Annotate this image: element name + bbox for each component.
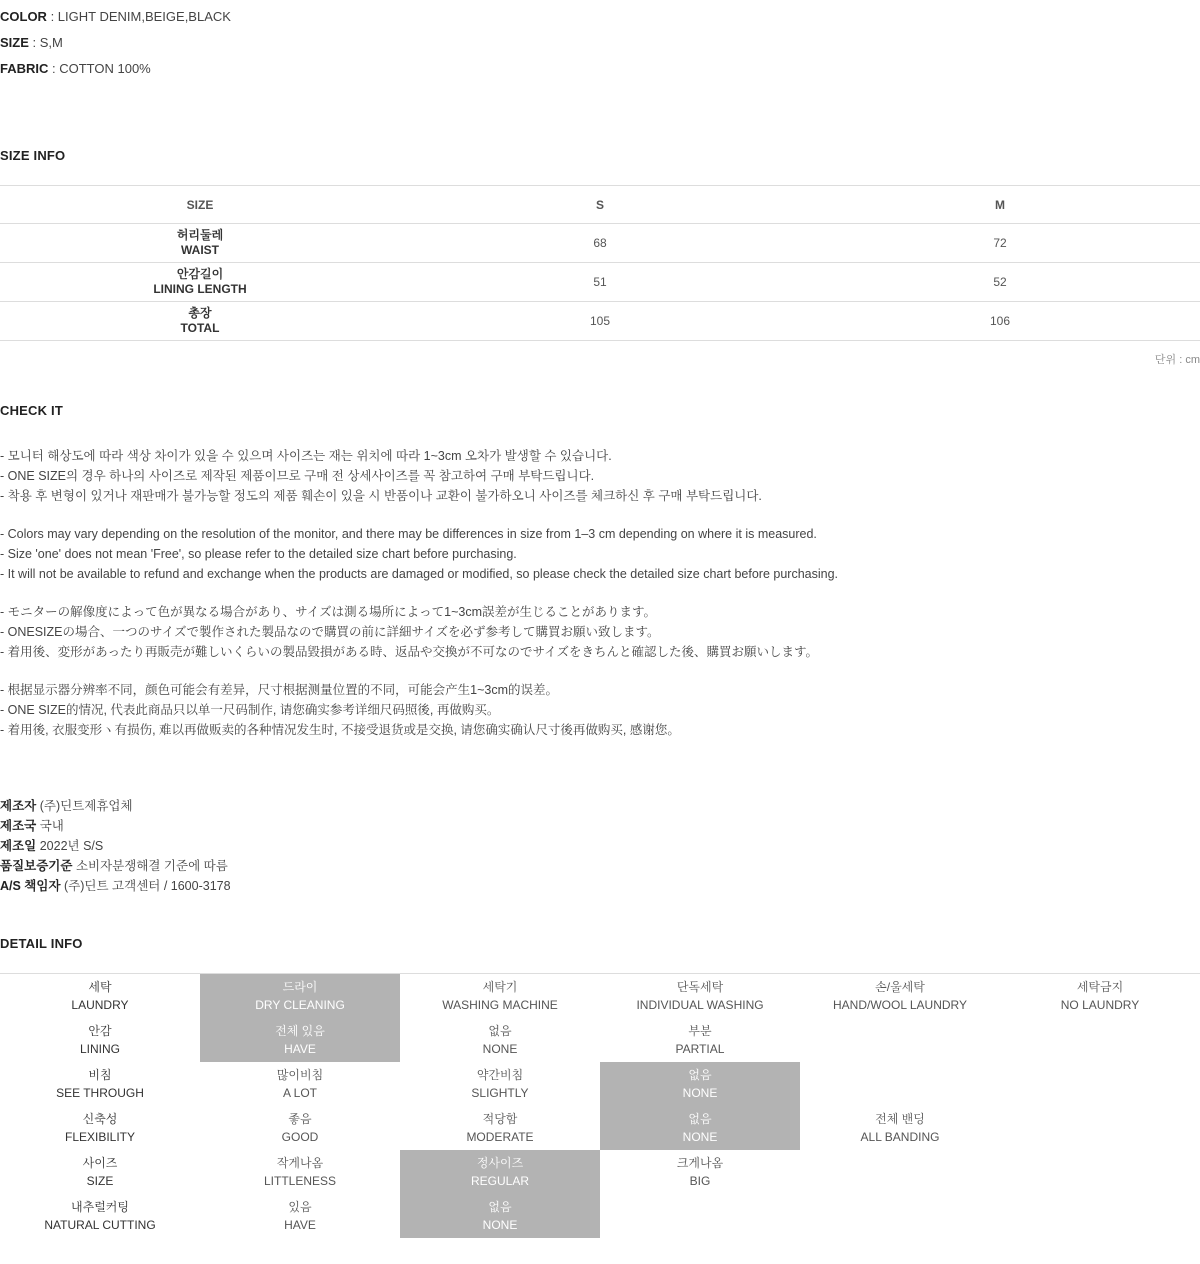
- detail-row-label: [0, 1062, 200, 1106]
- detail-option-hand-wool-laundry: [800, 974, 1000, 1018]
- note-group-ko: [0, 446, 1200, 506]
- detail-option-none: [600, 1062, 800, 1106]
- note-line: - 着用後、変形があったり再販売が難しいくらいの製品毀損がある時、返品や交換が不可なのでサイズをきちんと確認した後、購買お願いします。: [0, 645, 819, 659]
- spec-sep: :: [46, 9, 58, 24]
- size-info-table: [0, 185, 1200, 341]
- detail-option-big: [600, 1150, 800, 1194]
- detail-option-kr: 단독세탁: [676, 980, 724, 994]
- detail-row-natural-cutting: [0, 1194, 1200, 1238]
- detail-option-dry-cleaning: [200, 974, 400, 1018]
- check-it-notes: [0, 446, 1200, 740]
- detail-option-kr: 전체 있음: [275, 1024, 325, 1038]
- product-spec-list: [0, 0, 1200, 82]
- row-label-lining-length: [0, 263, 400, 302]
- note-group-ja: [0, 602, 1200, 662]
- detail-option-en: HAND/WOOL LAUNDRY: [832, 998, 968, 1012]
- cell-total-m: 106: [800, 302, 1200, 341]
- maker-key: 제조국: [0, 819, 37, 833]
- row-label-total: [0, 302, 400, 341]
- cell-waist-m: 72: [800, 224, 1200, 263]
- spec-value: S,M: [39, 35, 63, 50]
- table-row: [0, 224, 1200, 263]
- row-label-kr: 총장: [188, 306, 212, 320]
- detail-option-en: A LOT: [282, 1086, 317, 1100]
- detail-option-kr: 없음: [488, 1024, 512, 1038]
- detail-option-kr: 없음: [688, 1112, 712, 1126]
- detail-option-individual-washing: [600, 974, 800, 1018]
- row-label-waist: [0, 224, 400, 263]
- detail-option-en: NONE: [482, 1042, 518, 1056]
- detail-option-en: DRY CLEANING: [255, 998, 345, 1012]
- cell-lining-length-m: 52: [800, 263, 1200, 302]
- detail-label-en: NATURAL CUTTING: [44, 1218, 156, 1232]
- detail-option-partial: [600, 1018, 800, 1062]
- detail-label-en: SIZE: [86, 1174, 114, 1188]
- note-line: - ONE SIZE的情况, 代表此商品只以单一尺码制作, 请您确实参考详细尺码照後, 再做购买。: [0, 703, 500, 717]
- detail-row-size: [0, 1150, 1200, 1194]
- note-line: - 根据显示器分辨率不同，颜色可能会有差异，尺寸根据测量位置的不同，可能会产生1~3cm的误差。: [0, 683, 559, 697]
- detail-option-en: HAVE: [284, 1218, 316, 1232]
- detail-option-kr: 드라이: [282, 980, 318, 994]
- detail-info-grid: [0, 973, 1200, 1238]
- detail-option-have: [200, 1018, 400, 1062]
- detail-option-en: LITTLENESS: [263, 1174, 337, 1188]
- detail-option-kr: 좋음: [288, 1112, 312, 1126]
- detail-option-en: REGULAR: [470, 1174, 529, 1188]
- table-header-s: S: [400, 186, 800, 224]
- row-label-kr: 안감길이: [176, 267, 224, 281]
- spec-key: COLOR: [0, 9, 47, 24]
- detail-option-good: [200, 1106, 400, 1150]
- spec-key: FABRIC: [0, 61, 49, 76]
- row-label-en: LINING LENGTH: [153, 282, 247, 296]
- cell-lining-length-s: 51: [400, 263, 800, 302]
- detail-row-label: [0, 1018, 200, 1062]
- maker-key: 제조일: [0, 839, 37, 853]
- detail-option-a-lot: [200, 1062, 400, 1106]
- note-line: - Size 'one' does not mean 'Free', so please refer to the detailed size chart before purchasing.: [0, 547, 517, 561]
- detail-option-en: INDIVIDUAL WASHING: [636, 998, 764, 1012]
- table-header-m: M: [800, 186, 1200, 224]
- size-unit-note: 단위 : cm: [1154, 354, 1200, 366]
- spec-row: [0, 30, 1200, 56]
- detail-label-kr: 안감: [88, 1024, 112, 1038]
- note-line: - Colors may vary depending on the resolution of the monitor, and there may be differences in size from 1–3 cm depending on where it is measured.: [0, 527, 817, 541]
- note-line: - It will not be available to refund and exchange when the products are damaged or modified, so please check the detailed size chart before purchasing.: [0, 567, 839, 581]
- detail-option-none: [400, 1194, 600, 1238]
- spec-sep: :: [48, 61, 60, 76]
- note-group-zh: [0, 680, 1200, 740]
- detail-option-kr: 있음: [288, 1200, 312, 1214]
- note-line: - 着用後, 衣服变形ヽ有损伤, 难以再做贩卖的各种情况发生时, 不接受退货或是交换, 请您确实确认尺寸後再做购买, 感谢您。: [0, 723, 680, 737]
- detail-option-kr: 없음: [688, 1068, 712, 1082]
- detail-option-kr: 전체 밴딩: [875, 1112, 925, 1126]
- table-row: [0, 302, 1200, 341]
- detail-option-moderate: [400, 1106, 600, 1150]
- maker-row: [0, 796, 1200, 816]
- detail-option-kr: 적당함: [482, 1112, 518, 1126]
- detail-option-none: [400, 1018, 600, 1062]
- maker-value: 소비자분쟁해결 기준에 따름: [75, 859, 228, 873]
- detail-row-laundry: [0, 974, 1200, 1018]
- detail-label-kr: 내추럴커팅: [71, 1200, 129, 1214]
- detail-label-kr: 세탁: [88, 980, 112, 994]
- maker-key: A/S 책임자: [0, 879, 61, 893]
- note-line: - ONESIZEの場合、一つのサイズで製作された製品なので購買の前に詳細サイズを必ず参考して購買お願い致します。: [0, 625, 660, 639]
- maker-key: 품질보증기준: [0, 859, 73, 873]
- spec-value: LIGHT DENIM,BEIGE,BLACK: [57, 9, 231, 24]
- detail-option-kr: 손/울세탁: [875, 980, 925, 994]
- detail-option-kr: 작게나옴: [276, 1156, 324, 1170]
- note-group-en: [0, 524, 1200, 584]
- detail-option-en: PARTIAL: [675, 1042, 725, 1056]
- spec-value: COTTON 100%: [59, 61, 151, 76]
- detail-row-see-through: [0, 1062, 1200, 1106]
- table-header-size: SIZE: [0, 186, 400, 224]
- detail-option-kr: 크게나옴: [676, 1156, 724, 1170]
- spec-row: [0, 56, 1200, 82]
- detail-option-have: [200, 1194, 400, 1238]
- detail-option-en: MODERATE: [466, 1130, 534, 1144]
- detail-option-en: NONE: [482, 1218, 518, 1232]
- detail-option-slightly: [400, 1062, 600, 1106]
- detail-label-en: FLEXIBILITY: [64, 1130, 136, 1144]
- note-line: - 착용 후 변형이 있거나 재판매가 불가능할 정도의 제품 훼손이 있을 시 반품이나 교환이 불가하오니 사이즈를 체크하신 후 구매 부탁드립니다.: [0, 489, 762, 503]
- detail-row-label: [0, 1106, 200, 1150]
- table-row: [0, 263, 1200, 302]
- detail-option-washing-machine: [400, 974, 600, 1018]
- detail-option-kr: 약간비침: [476, 1068, 524, 1082]
- maker-row: [0, 856, 1200, 876]
- section-title-check-it: CHECK IT: [0, 403, 63, 418]
- section-title-size-info: SIZE INFO: [0, 148, 66, 163]
- detail-option-none: [600, 1106, 800, 1150]
- detail-label-kr: 신축성: [82, 1112, 118, 1126]
- maker-value: (주)딘트제휴업체: [39, 799, 133, 813]
- detail-option-kr: 세탁금지: [1076, 980, 1124, 994]
- note-line: - モニターの解像度によって色が異なる場合があり、サイズは測る場所によって1~3cm誤差が生じることがあります。: [0, 605, 657, 619]
- maker-row: [0, 836, 1200, 856]
- detail-option-kr: 세탁기: [482, 980, 518, 994]
- detail-label-kr: 사이즈: [82, 1156, 118, 1170]
- detail-row-flexibility: [0, 1106, 1200, 1150]
- detail-option-en: SLIGHTLY: [471, 1086, 529, 1100]
- note-line: - 모니터 해상도에 따라 색상 차이가 있을 수 있으며 사이즈는 재는 위치에 따라 1~3cm 오차가 발생할 수 있습니다.: [0, 449, 612, 463]
- cell-total-s: 105: [400, 302, 800, 341]
- detail-label-en: LAUNDRY: [71, 998, 129, 1012]
- cell-waist-s: 68: [400, 224, 800, 263]
- detail-option-en: HAVE: [284, 1042, 316, 1056]
- spec-key: SIZE: [0, 35, 29, 50]
- detail-option-kr: 부분: [688, 1024, 712, 1038]
- detail-option-littleness: [200, 1150, 400, 1194]
- section-title-detail-info: DETAIL INFO: [0, 936, 83, 951]
- detail-label-en: LINING: [79, 1042, 120, 1056]
- detail-option-kr: 정사이즈: [476, 1156, 524, 1170]
- detail-option-en: NONE: [682, 1130, 718, 1144]
- maker-value: 2022년 S/S: [39, 839, 104, 853]
- note-line: - ONE SIZE의 경우 하나의 사이즈로 제작된 제품이므로 구매 전 상세사이즈를 꼭 참고하여 구매 부탁드립니다.: [0, 469, 595, 483]
- detail-option-no-laundry: [1000, 974, 1200, 1018]
- detail-option-en: NO LAUNDRY: [1060, 998, 1140, 1012]
- row-label-kr: 허리둘레: [176, 228, 224, 242]
- detail-label-kr: 비침: [88, 1068, 112, 1082]
- detail-option-all-banding: [800, 1106, 1000, 1150]
- detail-option-kr: 없음: [488, 1200, 512, 1214]
- detail-option-en: NONE: [682, 1086, 718, 1100]
- maker-value: 국내: [39, 819, 64, 833]
- table-header-row: [0, 186, 1200, 224]
- maker-info-block: [0, 796, 1200, 896]
- detail-row-lining: [0, 1018, 1200, 1062]
- maker-row: [0, 876, 1200, 896]
- detail-option-en: GOOD: [281, 1130, 319, 1144]
- detail-label-en: SEE THROUGH: [56, 1086, 144, 1100]
- row-label-en: WAIST: [181, 243, 219, 257]
- maker-row: [0, 816, 1200, 836]
- maker-key: 제조자: [0, 799, 37, 813]
- detail-option-kr: 많이비침: [276, 1068, 324, 1082]
- detail-row-label: [0, 1150, 200, 1194]
- detail-row-label: [0, 974, 200, 1018]
- maker-value: (주)딘트 고객센터 / 1600-3178: [64, 879, 231, 893]
- detail-option-en: WASHING MACHINE: [442, 998, 558, 1012]
- detail-option-en: BIG: [689, 1174, 711, 1188]
- detail-option-en: ALL BANDING: [860, 1130, 940, 1144]
- spec-row: [0, 4, 1200, 30]
- detail-option-regular: [400, 1150, 600, 1194]
- row-label-en: TOTAL: [180, 321, 220, 335]
- detail-row-label: [0, 1194, 200, 1238]
- spec-sep: :: [28, 35, 40, 50]
